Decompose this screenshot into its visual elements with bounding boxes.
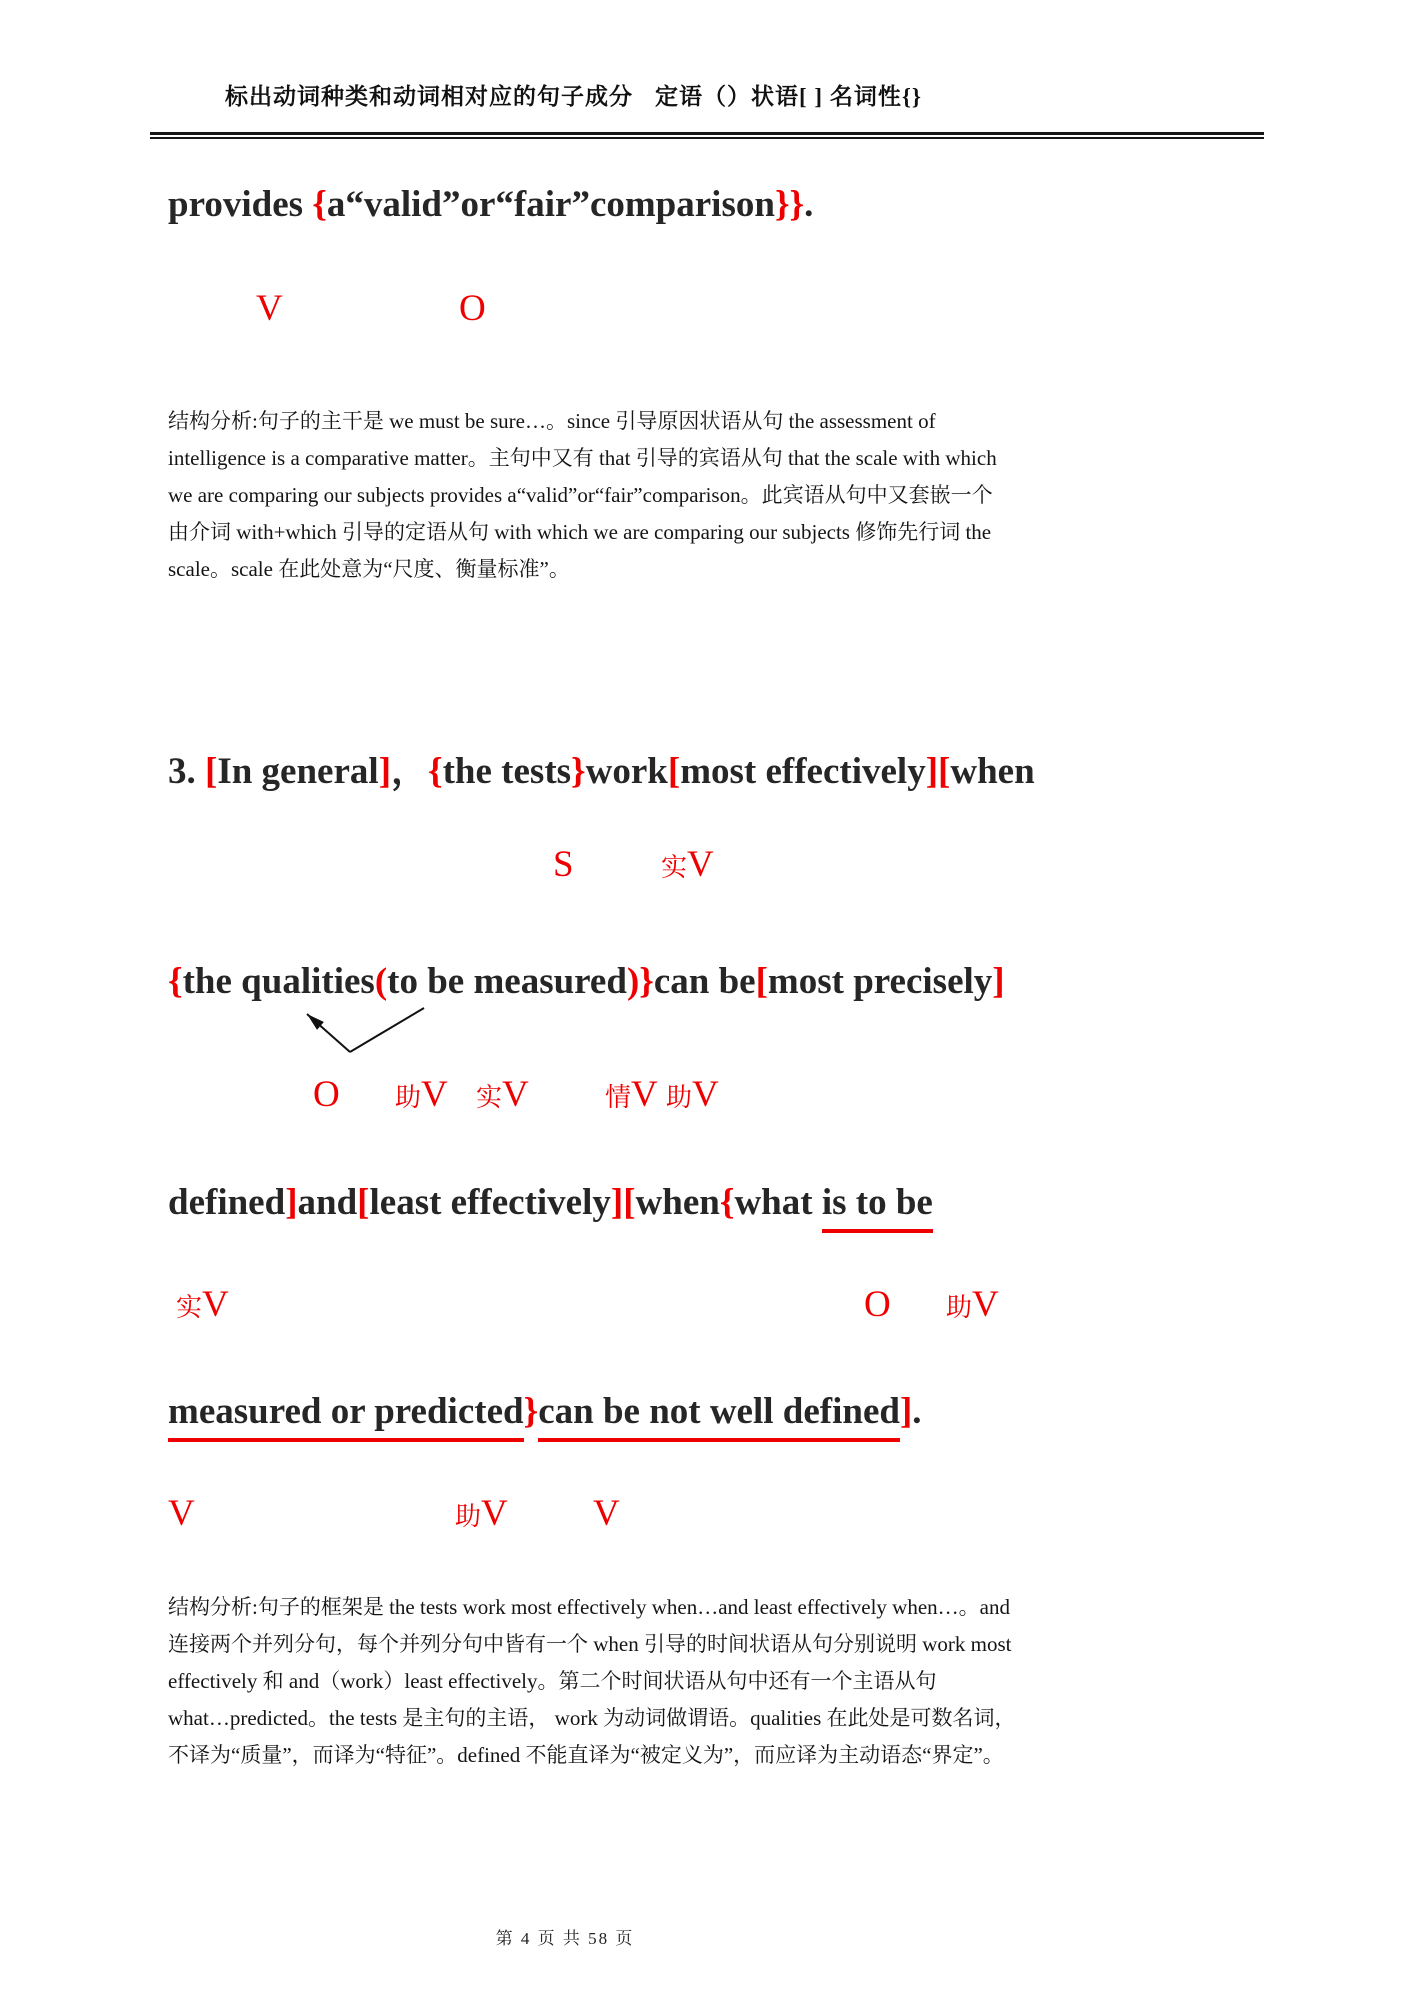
annotation-zhu-v: 助V xyxy=(666,1074,719,1115)
sentence3-line1: 3. [In general]，{the tests}work[most effectively][when xyxy=(168,751,1035,792)
header-left-label: 标出动词种类和动词相对应的句子成分 xyxy=(225,84,633,109)
annotation-shi-v: 实V xyxy=(661,844,714,885)
annotation-zhu-v: 助V xyxy=(946,1284,999,1325)
annotation-o: O xyxy=(864,1284,891,1325)
analysis-paragraph-1 xyxy=(168,403,1108,588)
analysis-line: 结构分析:句子的框架是 the tests work most effectively when…and least effectively when…。and xyxy=(168,1595,1010,1619)
annotation-v: V xyxy=(593,1493,620,1534)
annotation-o: O xyxy=(313,1074,340,1115)
analysis-line: 连接两个并列分句，每个并列分句中皆有一个 when 引导的时间状语从句分别说明 work most xyxy=(168,1632,1012,1656)
header-rule-thin xyxy=(150,137,1264,139)
sentence3-line2: {the qualities(to be measured)}can be[most precisely] xyxy=(168,961,1005,1002)
page-footer: 第 4 页 共 58 页 xyxy=(495,1929,635,1948)
annotation-zhu-v: 助V xyxy=(395,1074,448,1115)
annotation-qing-v: 情V xyxy=(605,1074,658,1115)
annotation-v: V xyxy=(168,1493,195,1534)
sentence3-line3: defined]and[least effectively][when{what is to be xyxy=(168,1181,933,1224)
annotation-v: V xyxy=(256,288,283,329)
analysis-line: intelligence is a comparative matter。主句中又有 that 引导的宾语从句 that the scale with which xyxy=(168,446,997,470)
arrow-annotation xyxy=(285,1000,455,1062)
analysis-line: 结构分析:句子的主干是 we must be sure…。since 引导原因状语从句 the assessment of xyxy=(168,409,936,433)
analysis-line: 由介词 with+which 引导的定语从句 with which we are comparing our subjects 修饰先行词 the xyxy=(168,520,992,544)
annotation-o: O xyxy=(459,288,486,329)
sentence2-line1: provides {a“valid”or“fair”comparison}}. xyxy=(168,184,814,225)
analysis-line: scale。scale 在此处意为“尺度、衡量标准”。 xyxy=(168,557,570,581)
analysis-paragraph-2 xyxy=(168,1589,1118,1774)
annotation-shi-v: 实V xyxy=(176,1284,229,1325)
analysis-line: what…predicted。the tests 是主句的主语， work 为动词做谓语。qualities 在此处是可数名词， xyxy=(168,1706,1016,1730)
analysis-line: 不译为“质量”，而译为“特征”。defined 不能直译为“被定义为”，而应译为主动语态“界定”。 xyxy=(168,1743,1004,1767)
header-right-label: 定语（）状语[ ] 名词性{} xyxy=(655,84,922,109)
header-rule-thick xyxy=(150,132,1264,135)
sentence3-line4: measured or predicted}can be not well defined]. xyxy=(168,1390,922,1433)
analysis-line: effectively 和 and（work）least effectively。第二个时间状语从句中还有一个主语从句 xyxy=(168,1669,937,1693)
annotation-zhu-v: 助V xyxy=(455,1493,508,1534)
analysis-line: we are comparing our subjects provides a“valid”or“fair”comparison。此宾语从句中又套嵌一个 xyxy=(168,483,993,507)
annotation-s: S xyxy=(553,844,574,885)
annotation-shi-v: 实V xyxy=(476,1074,529,1115)
